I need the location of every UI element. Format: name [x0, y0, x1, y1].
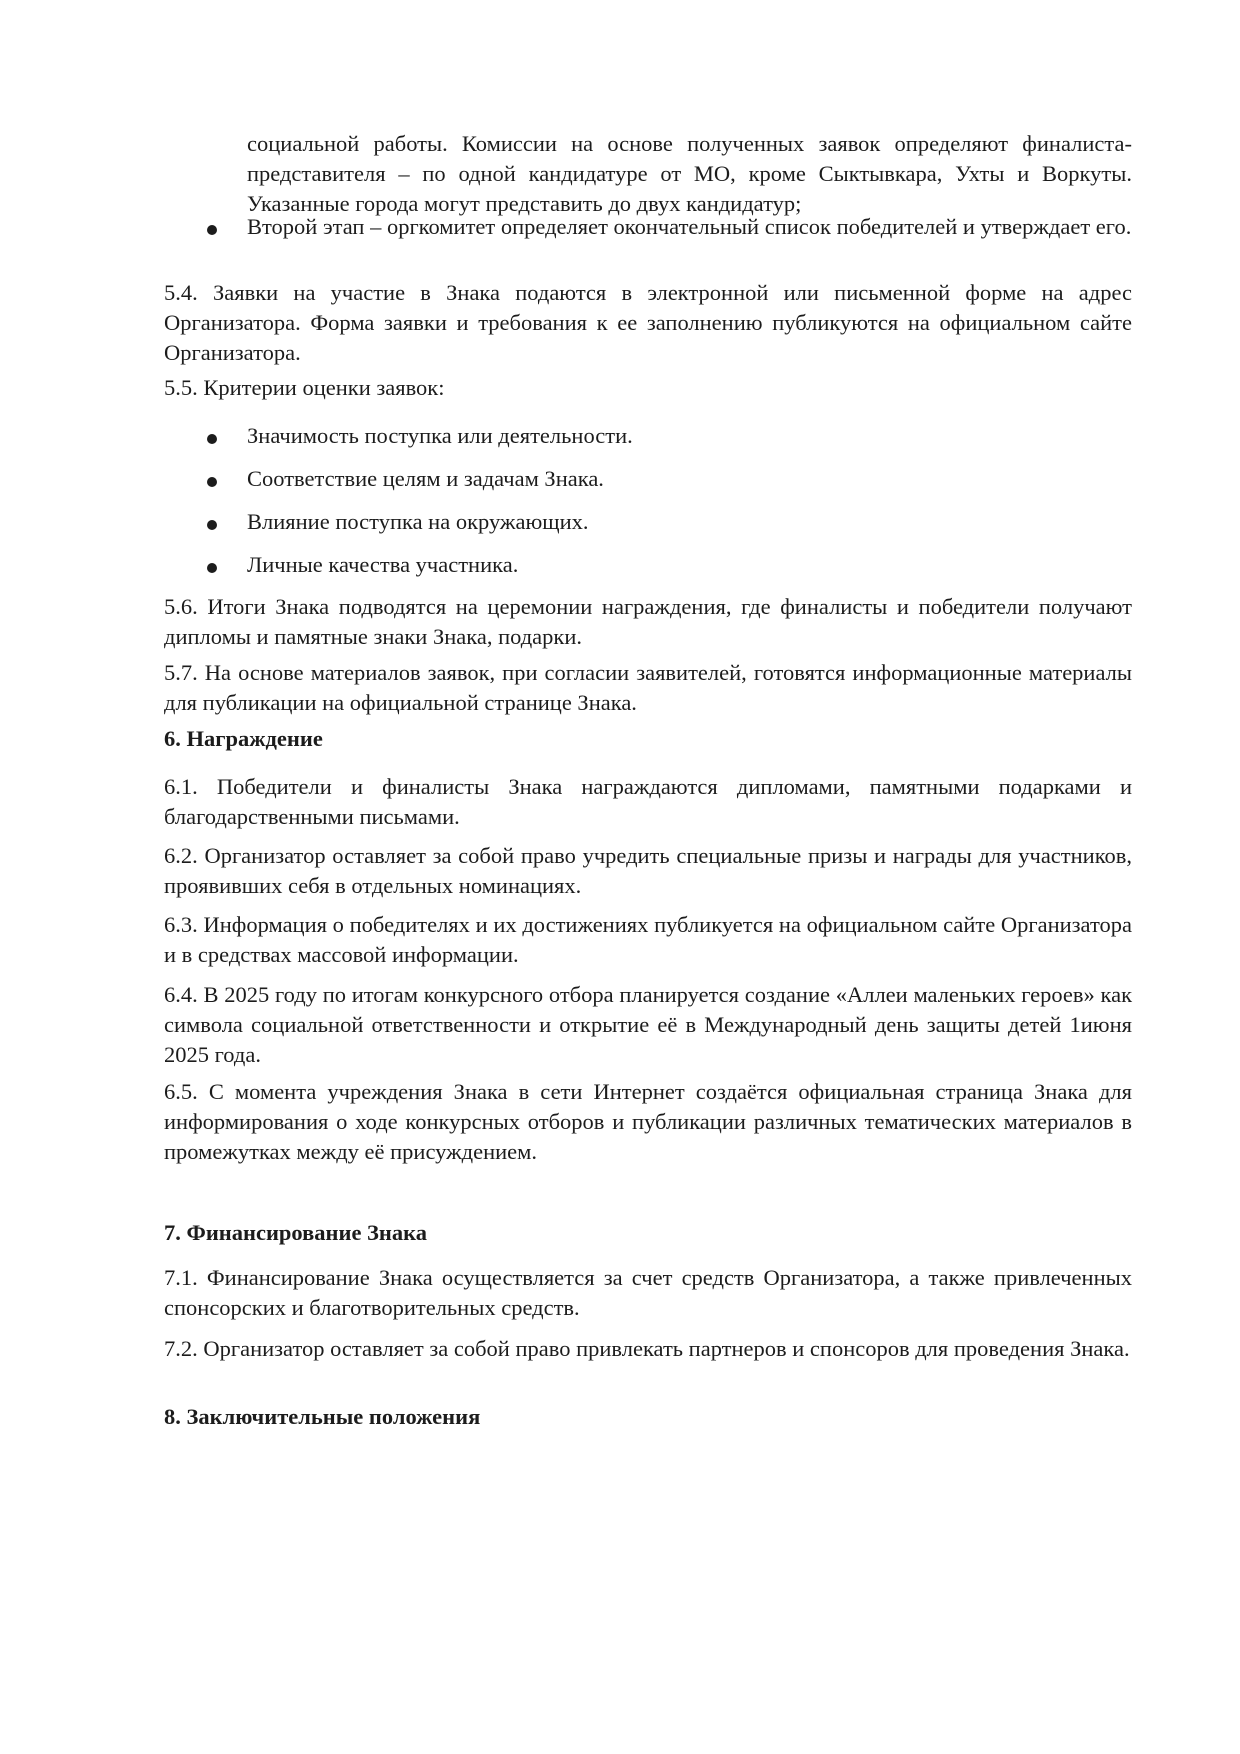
- bullet-icon: [207, 520, 217, 530]
- bullet-icon: [207, 477, 217, 487]
- paragraph-6-5: 6.5. С момента учреждения Знака в сети Интернет создаётся официальная страница Знака для информирования о ходе конкурсных отборов и публикации различных тематических материалов в промежутках между её присуждением.: [164, 1079, 1132, 1164]
- bullet-icon: [207, 434, 217, 444]
- bullet-icon: [207, 563, 217, 573]
- stage2-item: Второй этап – оргкомитет определяет окончательный список победителей и утверждает его.: [247, 214, 1132, 239]
- paragraph-5-7: 5.7. На основе материалов заявок, при согласии заявителей, готовятся информационные материалы для публикации на официальной странице Знака.: [164, 660, 1132, 715]
- paragraph-7-1: 7.1. Финансирование Знака осуществляется за счет средств Организатора, а также привлеченных спонсорских и благотворительных средств.: [164, 1265, 1132, 1320]
- paragraph-7-2: 7.2. Организатор оставляет за собой право привлекать партнеров и спонсоров для проведения Знака.: [164, 1336, 1130, 1361]
- paragraph-6-3: 6.3. Информация о победителях и их достижениях публикуется на официальном сайте Организатора и в средствах массовой информации.: [164, 912, 1132, 967]
- paragraph-5-4: 5.4. Заявки на участие в Знака подаются в электронной или письменной форме на адрес Организатора. Форма заявки и требования к ее заполнению публикуются на официальном сайте Организатора.: [164, 280, 1132, 365]
- paragraph-6-1: 6.1. Победители и финалисты Знака награждаются дипломами, памятными подарками и благодарственными письмами.: [164, 774, 1132, 829]
- stage1-continuation: социальной работы. Комиссии на основе полученных заявок определяют финалиста- представителя – по одной кандидатуре от МО, кроме Сыктывкара, Ухты и Воркуты. Указанные города могут представить до двух кандидатур;: [247, 131, 1132, 216]
- section-heading-8: 8. Заключительные положения: [164, 1404, 481, 1429]
- section-heading-6: 6. Награждение: [164, 726, 323, 751]
- criteria-item: Влияние поступка на окружающих.: [247, 509, 589, 534]
- criteria-item: Значимость поступка или деятельности.: [247, 423, 633, 448]
- bullet-icon: [207, 225, 217, 235]
- paragraph-5-6: 5.6. Итоги Знака подводятся на церемонии награждения, где финалисты и победители получают дипломы и памятные знаки Знака, подарки.: [164, 594, 1132, 649]
- paragraph-6-4: 6.4. В 2025 году по итогам конкурсного отбора планируется создание «Аллеи маленьких героев» как символа социальной ответственности и открытие её в Международный день защиты детей 1июня 2025 года.: [164, 982, 1132, 1067]
- criteria-item: Соответствие целям и задачам Знака.: [247, 466, 604, 491]
- criteria-item: Личные качества участника.: [247, 552, 519, 577]
- paragraph-5-5: 5.5. Критерии оценки заявок:: [164, 375, 445, 400]
- paragraph-6-2: 6.2. Организатор оставляет за собой право учредить специальные призы и награды для участников, проявивших себя в отдельных номинациях.: [164, 843, 1132, 898]
- section-heading-7: 7. Финансирование Знака: [164, 1220, 428, 1245]
